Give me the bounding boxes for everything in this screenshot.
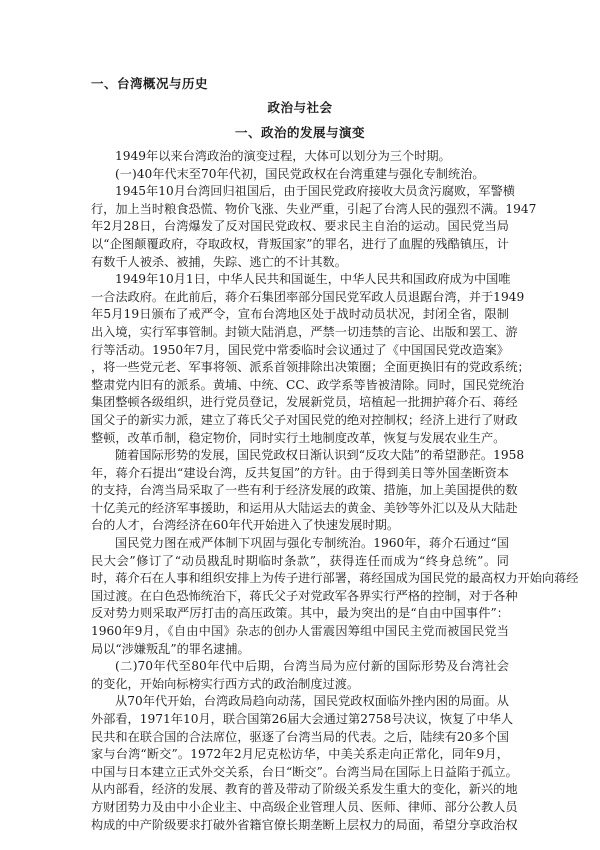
document-title: 政治与社会 xyxy=(267,100,333,115)
section-heading: 一、台湾概况与历史 xyxy=(91,76,209,91)
text-line: 反对势力则采取严厉打击的高压政策。其中，最为突出的是“自由中国事件”： xyxy=(91,606,509,621)
text-line: 出入境，实行军事管制。封锁大陆消息，严禁一切违禁的言论、出版和罢工、游 xyxy=(91,324,518,339)
text-line: 一合法政府。在此前后，蒋介石集团率部分国民党军政人员退踞台湾，并于1949 xyxy=(91,289,525,304)
text-line: 整肃党内旧有的派系。黄埔、中统、CC、政学系等皆被清除。同时，国民党统治 xyxy=(91,377,525,392)
text-line: 的变化，开始向标榜实行西方式的政治制度过渡。 xyxy=(91,676,360,691)
text-line: 有数千人被杀、被捕，失踪、逃亡的不计其数。 xyxy=(91,254,347,269)
text-line: 国民党力图在戒严体制下巩固与强化专制统治。1960年，蒋介石通过“国 xyxy=(115,536,509,551)
text-line: 整顿，改革币制，稳定物价，同时实行土地制度改革，恢复与发展农业生产。 xyxy=(91,430,506,445)
document-subtitle: 一、政治的发展与演变 xyxy=(234,125,365,140)
text-line: 时，蒋介石在人事和组织安排上为传子进行部署，蒋经国成为国民党的最高权力开始向蒋经 xyxy=(91,571,579,586)
text-line: 1949年10月1日，中华人民共和国诞生，中华人民共和国政府成为中国唯 xyxy=(115,272,511,287)
text-line: 台的人才，台湾经济在60年代开始进入了快速发展时期。 xyxy=(91,518,400,533)
text-line: ，将一些党元老、军事将领、派系首领排除出决策圈；全面更换旧有的党政系统； xyxy=(91,360,530,375)
text-line: 从内部看，经济的发展、教育的普及带动了阶级关系发生重大的变化，新兴的地 xyxy=(91,782,518,797)
text-line: (一)40年代末至70年代初，国民党政权在台湾重建与强化专制统治。 xyxy=(115,166,485,181)
text-line: 1960年9月，《自由中国》杂志的创办人雷震因筹组中国民主党而被国民党当 xyxy=(91,624,509,639)
text-line: 1949年以来台湾政治的演变过程，大体可以划分为三个时期。 xyxy=(115,149,451,163)
text-line: 行等活动。1950年7月，国民党中常委临时会议通过了《中国国民党改造案》 xyxy=(91,342,509,357)
text-line: 构成的中产阶级要求打破外省籍官僚长期垄断上层权力的局面，希望分享政治权 xyxy=(91,817,518,832)
body-text xyxy=(91,148,579,834)
text-line: 民共和在联合国的合法席位，驱逐了台湾当局的代表。之后，陆续有20多个国 xyxy=(91,729,509,744)
text-line: 中国与日本建立正式外交关系，台日“断交”。台湾当局在国际上日益陷于孤立。 xyxy=(91,764,518,779)
text-line: 家与台湾“断交”。1972年2月尼克松访华，中美关系走向正常化，同年9月， xyxy=(91,747,509,762)
text-line: 方财团势力及由中小企业主、中高级企业管理人员、医师、律师、部分公教人员 xyxy=(91,799,518,814)
text-line: 从70年代开始，台湾政局趋向动荡，国民党政权面临外挫内困的局面。从 xyxy=(115,694,509,709)
text-line: 随着国际形势的发展，国民党政权日渐认识到“反攻大陆”的希望渺茫。1958 xyxy=(115,448,525,463)
text-line: 的支持，台湾当局采取了一些有利于经济发展的政策、措施，加上美国提供的数 xyxy=(91,483,518,498)
text-line: 国过渡。在白色恐怖统治下，蒋氏父子对党政军各界实行严格的控制，对于各种 xyxy=(91,588,518,603)
text-line: 以“企图颠覆政府，夺取政权，背叛国家”的罪名，进行了血腥的残酷镇压，计 xyxy=(91,236,509,251)
text-line: 民大会”修订了“动员戡乱时期临时条款”，获得连任而成为“终身总统”。同 xyxy=(91,553,509,568)
text-line: 外部看，1971年10月，联合国第26届大会通过第2758号决议，恢复了中华人 xyxy=(91,712,514,726)
text-line: 年2月28日，台湾爆发了反对国民党政权、要求民主自治的运动。国民党当局 xyxy=(91,219,509,234)
text-line: 集团整顿各级组织，进行党员登记，发展新党员，培植起一批拥护蒋介石、蒋经 xyxy=(91,395,518,410)
text-line: 年5月19日颁布了戒严令，宣布台湾地区处于战时动员状况，封闭全省，限制 xyxy=(91,307,509,322)
text-line: 1945年10月台湾回归祖国后，由于国民党政府接收大员贪污腐败，军警横 xyxy=(115,184,515,199)
text-line: (二)70年代至80年代中后期，台湾当局为应付新的国际形势及台湾社会 xyxy=(115,659,509,674)
text-line: 国父子的新实力派，建立了蒋氏父子对国民党的绝对控制权；经济上进行了财政 xyxy=(91,412,518,427)
text-line: 十亿美元的经济军事援助，和运用从大陆运去的黄金、美钞等外汇以及从大陆赴 xyxy=(91,500,518,515)
text-line: 年，蒋介石提出“建设台湾，反共复国”的方针。由于得到美日等外国垄断资本 xyxy=(91,465,509,480)
text-line: 行，加上当时粮食恐慌、物价飞涨、失业严重，引起了台湾人民的强烈不满。1947 xyxy=(91,201,537,216)
text-line: 局以“涉嫌叛乱”的罪名逮捕。 xyxy=(91,641,250,656)
